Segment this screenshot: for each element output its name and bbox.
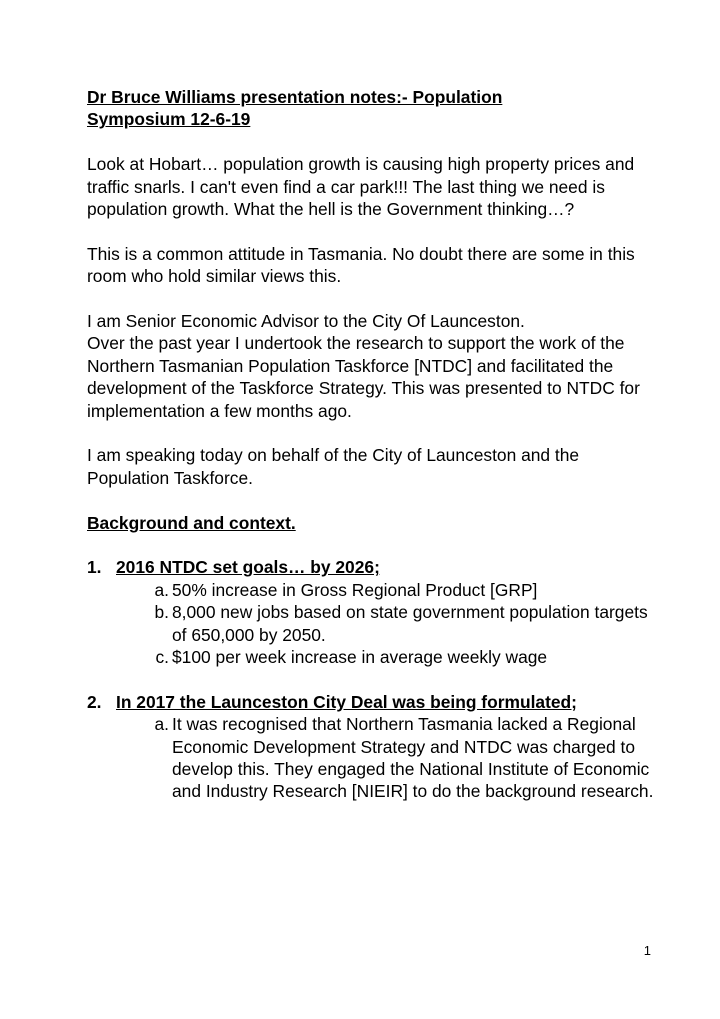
page-number: 1	[643, 943, 651, 958]
spacer	[87, 534, 657, 556]
spacer	[87, 422, 657, 444]
numbered-item-1	[87, 556, 657, 578]
spacer	[87, 489, 657, 511]
list-item	[87, 713, 657, 803]
section-heading: Background and context.	[87, 512, 296, 533]
paragraph-research: Over the past year I undertook the research to support the work of the Northern Tasmanian Population Taskforce [NTDC] and facilitated the development of the Taskforce Strategy. This was presented to NTDC for implementation a few months ago.	[87, 333, 640, 421]
item-number: 1.	[87, 557, 102, 578]
sub-list-1	[87, 579, 657, 669]
list-text: It was recognised that Northern Tasmania lacked a Regional Economic Development Strategy and NTDC was charged to develop this. They engaged the National Institute of Economic and Industry Research [NIEIR] to do the background research.	[172, 714, 654, 802]
list-item	[87, 646, 657, 668]
paragraph-hobart: Look at Hobart… population growth is causing high property prices and traffic snarls. I can't even find a car park!!! The last thing we need is population growth. What the hell is the Government thinking…?	[87, 154, 635, 220]
paragraph-common-attitude: This is a common attitude in Tasmania. No doubt there are some in this room who hold similar views this.	[87, 243, 635, 287]
numbered-item-2	[87, 691, 657, 713]
list-letter: c.	[155, 647, 169, 668]
list-text: 50% increase in Gross Regional Product [GRP]	[172, 579, 538, 600]
spacer	[87, 668, 657, 690]
document-title: Dr Bruce Williams presentation notes:- Population Symposium 12-6-19	[87, 87, 503, 130]
sub-list-2	[87, 713, 657, 803]
list-text: $100 per week increase in average weekly wage	[172, 647, 548, 668]
list-item	[87, 601, 657, 646]
spacer	[87, 288, 657, 310]
paragraph-speaking: I am speaking today on behalf of the City of Launceston and the Population Taskforce.	[87, 445, 580, 488]
list-item	[87, 579, 657, 601]
paragraph-advisor: I am Senior Economic Advisor to the City Of Launceston.	[87, 311, 525, 332]
item-heading: In 2017 the Launceston City Deal was being formulated;	[116, 691, 577, 712]
list-letter: a.	[154, 714, 169, 735]
spacer	[87, 220, 657, 242]
item-heading: 2016 NTDC set goals… by 2026;	[116, 557, 380, 578]
list-text: 8,000 new jobs based on state government population targets of 650,000 by 2050.	[172, 602, 648, 645]
list-letter: b.	[154, 602, 169, 623]
item-number: 2.	[87, 691, 102, 712]
list-letter: a.	[154, 579, 169, 600]
spacer	[87, 131, 657, 153]
document-body	[87, 86, 657, 803]
